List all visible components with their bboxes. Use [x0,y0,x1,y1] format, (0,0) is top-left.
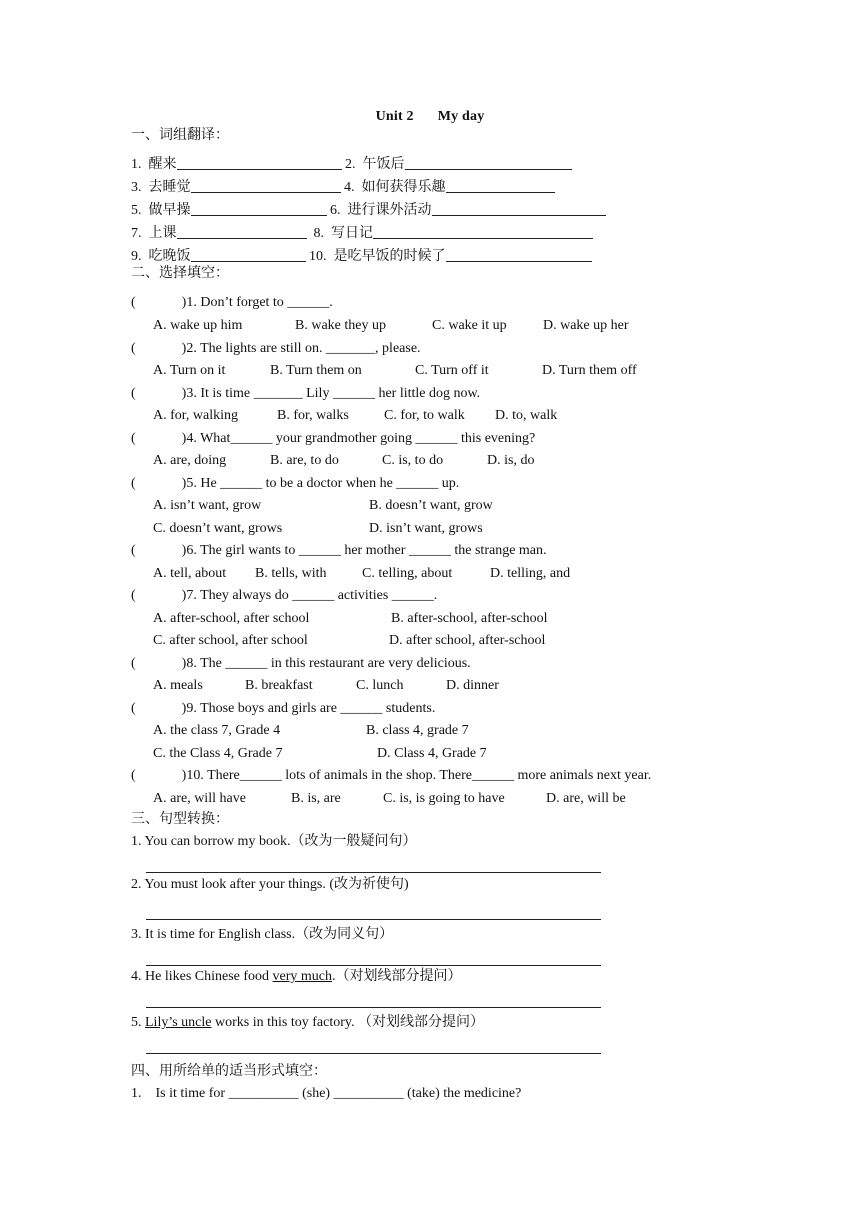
mc-option: B. breakfast [245,678,313,693]
mc-option: A. are, doing [153,453,227,468]
unit-label: Unit 2 [375,109,414,124]
mc-option: D. telling, and [490,566,571,581]
answer-line[interactable] [146,1007,601,1008]
mc-question-9: ( )9. Those boys and girls are ______ students. [131,701,436,716]
mc-question-10: ( )10. There______ lots of animals in the shop. There______ more animals next year. [131,768,652,783]
transform-item-5: 5. Lily’s uncle works in this toy factory. （对划线部分提问） [131,1015,484,1030]
section-heading-2: 二、选择填空： [131,266,229,281]
mc-option: A. tell, about [153,566,227,581]
mc-option: A. isn’t want, grow [153,498,262,513]
mc-option: C. after school, after school [153,633,308,648]
mc-question-2: ( )2. The lights are still on. _______, please. [131,341,421,356]
mc-question-6: ( )6. The girl wants to ______ her mother ______ the strange man. [131,543,547,558]
mc-question-1: ( )1. Don’t forget to ______. [131,295,333,310]
mc-option: D. is, do [487,453,535,468]
mc-option: B. tells, with [255,566,327,581]
mc-question-5: ( )5. He ______ to be a doctor when he ______ up. [131,476,460,491]
fill-item-1: 1. Is it time for __________ (she) __________ (take) the medicine? [131,1086,522,1101]
mc-option: B. is, are [291,791,341,806]
underlined-phrase: Lily’s uncle [145,1015,212,1030]
mc-option: C. Turn off it [415,363,489,378]
mc-option: C. doesn’t want, grows [153,521,283,536]
vocab-row: 1. 醒来 2. 午饭后 [131,155,572,174]
mc-option: A. meals [153,678,203,693]
transform-item-2: 2. You must look after your things. (改为祈使句) [131,877,409,892]
mc-question-4: ( )4. What______ your grandmother going ______ this evening? [131,431,536,446]
mc-option: C. lunch [356,678,404,693]
mc-question-7: ( )7. They always do ______ activities ______. [131,588,438,603]
mc-option: D. Class 4, Grade 7 [377,746,487,761]
page-title [0,109,860,125]
answer-line[interactable] [146,965,601,966]
underlined-phrase: very much [272,969,333,984]
mc-option: D. isn’t want, grows [369,521,483,536]
mc-option: B. wake they up [295,318,386,333]
unit-topic: My day [437,109,485,124]
vocab-row: 9. 吃晚饭 10. 是吃早饭的时候了 [131,247,592,266]
mc-option: C. wake it up [432,318,507,333]
mc-question-8: ( )8. The ______ in this restaurant are very delicious. [131,656,471,671]
transform-item-1: 1. You can borrow my book.（改为一般疑问句） [131,834,417,849]
answer-line[interactable] [146,1053,601,1054]
mc-option: D. after school, after-school [389,633,546,648]
mc-option: A. are, will have [153,791,246,806]
mc-option: A. wake up him [153,318,243,333]
vocab-row: 3. 去睡觉 4. 如何获得乐趣 [131,178,555,197]
mc-option: A. Turn on it [153,363,226,378]
mc-option: C. for, to walk [384,408,465,423]
mc-option: A. after-school, after school [153,611,310,626]
mc-option: C. is, is going to have [383,791,505,806]
mc-option: D. to, walk [495,408,558,423]
mc-option: B. for, walks [277,408,349,423]
vocab-row: 5. 做早操 6. 进行课外活动 [131,201,606,220]
mc-option: B. are, to do [270,453,339,468]
answer-line[interactable] [146,872,601,873]
mc-option: A. the class 7, Grade 4 [153,723,281,738]
section-heading-1: 一、词组翻译： [131,128,229,143]
mc-question-3: ( )3. It is time _______ Lily ______ her little dog now. [131,386,481,401]
mc-option: C. is, to do [382,453,444,468]
mc-option: D. Turn them off [542,363,637,378]
mc-option: A. for, walking [153,408,238,423]
mc-option: D. are, will be [546,791,626,806]
transform-item-4: 4. He likes Chinese food very much.（对划线部分提问） [131,969,462,984]
mc-option: B. doesn’t want, grow [369,498,493,513]
mc-option: B. Turn them on [270,363,362,378]
mc-option: D. dinner [446,678,499,693]
transform-item-3: 3. It is time for English class.（改为同义句） [131,927,394,942]
mc-option: B. after-school, after-school [391,611,548,626]
section-heading-4: 四、用所给单的适当形式填空： [131,1064,327,1079]
mc-option: C. telling, about [362,566,453,581]
mc-option: B. class 4, grade 7 [366,723,469,738]
answer-line[interactable] [146,919,601,920]
mc-option: D. wake up her [543,318,629,333]
section-heading-3: 三、句型转换： [131,812,229,827]
vocab-row: 7. 上课 8. 写日记 [131,224,593,243]
mc-option: C. the Class 4, Grade 7 [153,746,283,761]
